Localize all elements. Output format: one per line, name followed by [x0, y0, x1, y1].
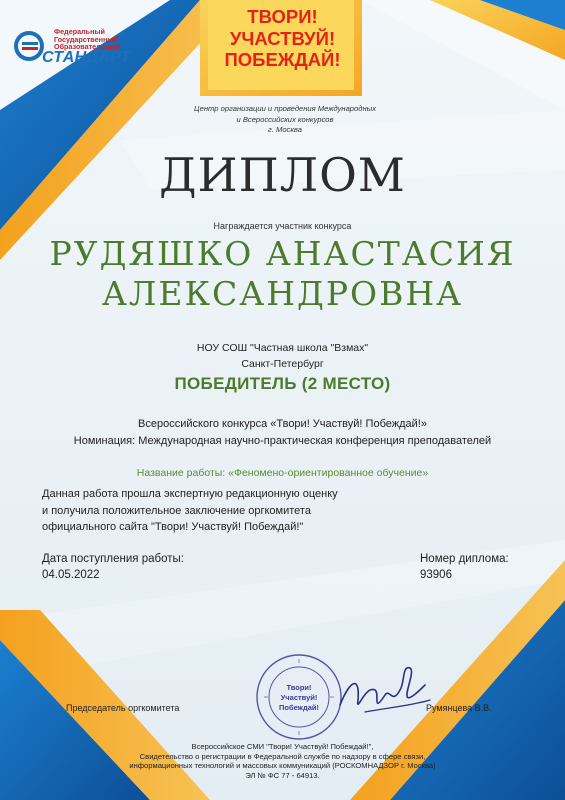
- receipt-date-label: Дата поступления работы:: [42, 553, 184, 565]
- receipt-date-value: 04.05.2022: [42, 569, 100, 581]
- school-city: Санкт-Петербург: [241, 358, 324, 370]
- chairman-name: Румянцева В.В.: [426, 703, 492, 713]
- organizer-line-1: Центр организации и проведения Международных: [193, 104, 377, 113]
- diploma-number-value: 93906: [420, 569, 452, 581]
- diploma-title: ДИПЛОМ: [159, 148, 406, 202]
- logo-line-2: Государственный: [54, 34, 118, 44]
- footer-line-3: информационных технологий и массовых коммуникаций (РОСКОМНАДЗОР г. Москва): [129, 761, 436, 771]
- organizer-line-3: г. Москва: [268, 125, 302, 135]
- review-line-1: Данная работа прошла экспертную редакционную оценку: [42, 488, 338, 500]
- logo-emblem-icon: [14, 28, 44, 64]
- footer-line-2: Свидетельство о регистрации в Федеральной службе по надзору в сфере связи,: [139, 751, 426, 761]
- footer-line-1: Всероссийское СМИ "Твори! Участвуй! Побеждай!",: [191, 742, 374, 751]
- school-info: [0, 340, 565, 372]
- organizer-info: [170, 104, 400, 136]
- stamp-line-1: Твори!: [286, 683, 312, 692]
- slogan-line-1: ТВОРИ!: [247, 6, 318, 27]
- slogan-line-2: УЧАСТВУЙ!: [229, 27, 336, 49]
- contest-nomination: Номинация: Международная научно-практическая конференция преподавателей: [73, 435, 492, 447]
- slogan-banner: [205, 0, 360, 71]
- review-line-2: и получила положительное заключение оргкомитета: [42, 504, 311, 517]
- fgos-logo: [14, 28, 154, 66]
- logo-line-3: Образовательный: [54, 42, 121, 52]
- school-name: НОУ СОШ "Частная школа "Взмах": [196, 342, 369, 354]
- logo-text: [54, 28, 150, 51]
- footer-registration: [0, 742, 565, 780]
- organizer-line-2: и Всероссийских конкурсов: [236, 114, 334, 124]
- footer-line-4: ЭЛ № ФС 77 - 64913.: [245, 770, 320, 780]
- slogan-line-3: ПОБЕЖДАЙ!: [224, 49, 341, 70]
- stamp-line-2: Участвуй!: [280, 693, 318, 702]
- logo-line-1: Федеральный: [54, 27, 105, 36]
- contest-name: Всероссийского конкурса «Твори! Участвуй! Побеждай!»: [138, 418, 427, 430]
- signature: [330, 660, 440, 730]
- review-line-3: официального сайта "Твори! Участвуй! Побеждай!": [42, 521, 304, 533]
- participant-name: [0, 234, 565, 314]
- review-text: [42, 486, 462, 536]
- chairman-label: Председатель оргкомитета: [66, 703, 180, 713]
- result-place: ПОБЕДИТЕЛЬ (2 МЕСТО): [174, 374, 391, 393]
- diploma-number-label: Номер диплома:: [420, 553, 509, 565]
- awarded-text: Награждается участник конкурса: [213, 221, 352, 231]
- participant-name-line-2: АЛЕКСАНДРОВНА: [101, 274, 464, 313]
- logo-brand: СТАНДАРТ: [42, 49, 131, 66]
- participant-name-line-1: РУДЯШКО АНАСТАСИЯ: [49, 234, 516, 273]
- stamp-line-3: Побеждай!: [278, 703, 320, 712]
- contest-info: [0, 416, 565, 450]
- work-title: Название работы: «Феномено-ориентированное обучение»: [136, 467, 429, 479]
